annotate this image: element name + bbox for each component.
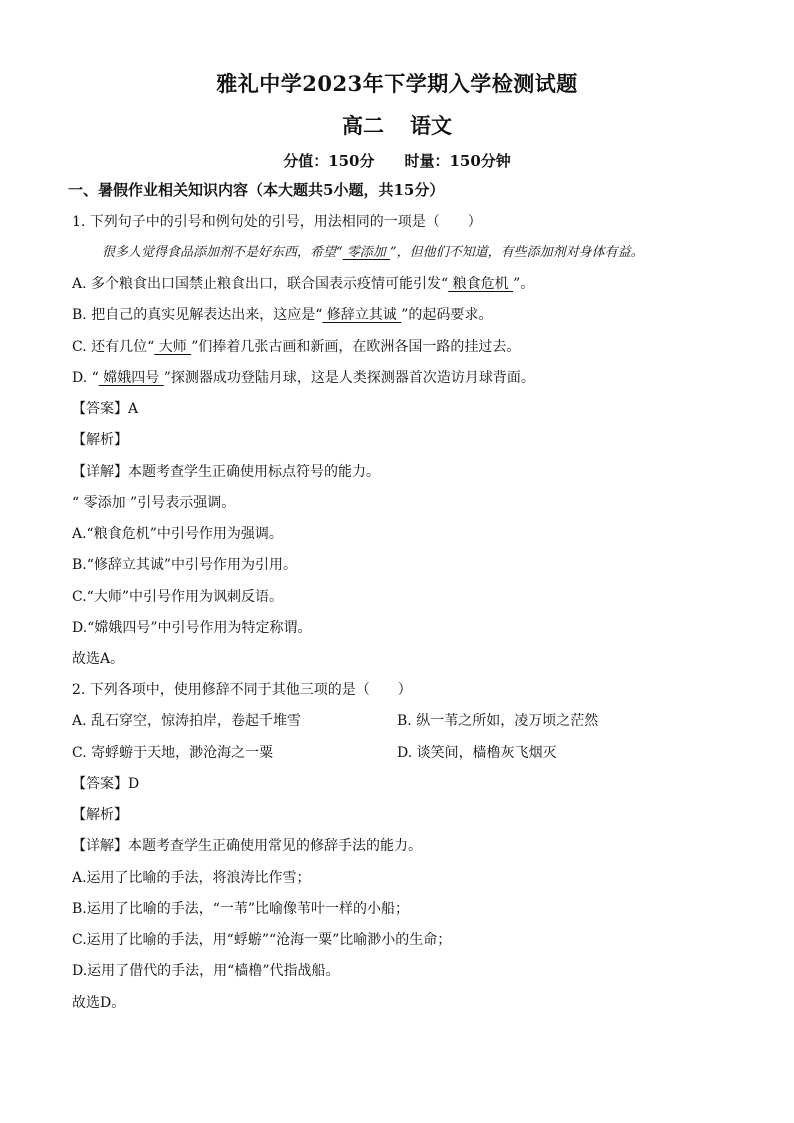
q1-option-a-underlined: 粮食危机 bbox=[448, 276, 514, 292]
q1-option-b-pre: B. 把自己的真实见解表达出来，这应是“ bbox=[72, 307, 323, 323]
q1-example-pre: 很多人觉得食品添加剂不是好东西，希望“ bbox=[102, 245, 343, 260]
q1-option-d-pre: D. “ bbox=[72, 370, 99, 386]
q2-detail-d: D.运用了借代的手法，用“樯橹”代指战船。 bbox=[72, 963, 340, 979]
q1-analysis: 【解析】 bbox=[72, 432, 128, 448]
q1-option-c-post: ”们捧着几张古画和新画，在欧洲各国一路的挂过去。 bbox=[191, 339, 521, 355]
exam-title: 雅礼中学2023年下学期入学检测试题 bbox=[216, 71, 578, 96]
q2-answer: 【答案】D bbox=[72, 776, 140, 792]
q2-detail-a: A.运用了比喻的手法，将浪涛比作雪； bbox=[72, 870, 311, 886]
q1-detail: 【详解】本题考查学生正确使用标点符号的能力。 bbox=[72, 464, 380, 480]
q1-answer: 【答案】A bbox=[72, 401, 139, 417]
grade-subject bbox=[0, 110, 794, 140]
q1-option-c-pre: C. 还有几位“ bbox=[72, 339, 155, 355]
q2-detail: 【详解】本题考查学生正确使用常见的修辞手法的能力。 bbox=[72, 838, 422, 854]
q2-option-d: D. 谈笑间，樯橹灰飞烟灭 bbox=[397, 745, 557, 761]
q1-option-a-post: ”。 bbox=[513, 276, 535, 292]
q1-detail-b: B.“修辞立其诚”中引号作用为引用。 bbox=[72, 557, 298, 573]
q1-stem: 1. 下列句子中的引号和例句处的引号，用法相同的一项是（ ） bbox=[72, 214, 482, 230]
q1-choose: 故选A。 bbox=[72, 651, 125, 667]
q2-option-a: A. 乱石穿空，惊涛拍岸，卷起千堆雪 bbox=[72, 713, 302, 729]
q2-detail-c: C.运用了比喻的手法，用“蜉蝣”“沧海一粟”比喻渺小的生命； bbox=[72, 932, 452, 948]
q1-option-c-underlined: 大师 bbox=[154, 339, 192, 355]
q2-analysis: 【解析】 bbox=[72, 807, 128, 823]
q1-option-d-underlined: 嫦娥四号 bbox=[98, 370, 164, 386]
time-label: 时量：150分钟 bbox=[404, 152, 511, 170]
q1-example bbox=[102, 243, 644, 263]
q1-example-post: ”，但他们不知道，有些添加剂对身体有益。 bbox=[389, 245, 644, 260]
q2-option-c: C. 寄蜉蝣于天地，渺沧海之一粟 bbox=[72, 745, 274, 761]
q1-option-a bbox=[72, 274, 534, 294]
q1-option-d-post: ”探测器成功登陆月球，这是人类探测器首次造访月球背面。 bbox=[163, 370, 535, 386]
q1-detail-d: D.“嫦娥四号”中引号作用为特定称谓。 bbox=[72, 620, 312, 636]
q2-choose: 故选D。 bbox=[72, 995, 126, 1011]
q1-option-b-underlined: 修辞立其诚 bbox=[322, 307, 402, 323]
score-time bbox=[0, 150, 794, 171]
q1-detail-line: “ 零添加 ”引号表示强调。 bbox=[72, 495, 236, 511]
score-label: 分值：150分 bbox=[283, 152, 375, 170]
grade-label: 高二 bbox=[342, 113, 384, 138]
q1-option-c bbox=[72, 337, 520, 357]
q1-option-a-pre: A. 多个粮食出口国禁止粮食出口，联合国表示疫情可能引发“ bbox=[72, 276, 449, 292]
q2-stem: 2. 下列各项中，使用修辞不同于其他三项的是（ ） bbox=[72, 682, 412, 698]
q2-detail-b: B.运用了比喻的手法，“一苇”比喻像苇叶一样的小船； bbox=[72, 901, 410, 917]
q1-detail-c: C.“大师”中引号作用为讽刺反语。 bbox=[72, 589, 283, 605]
q2-option-b: B. 纵一苇之所如，凌万顷之茫然 bbox=[397, 713, 599, 729]
q1-option-b bbox=[72, 305, 492, 325]
q1-detail-a: A.“粮食危机”中引号作用为强调。 bbox=[72, 526, 283, 542]
q1-option-b-post: ”的起码要求。 bbox=[401, 307, 493, 323]
section-heading: 一、暑假作业相关知识内容（本大题共5小题，共15分） bbox=[68, 181, 445, 199]
q1-example-underlined: 零添加 bbox=[342, 245, 390, 260]
subject-label: 语文 bbox=[410, 113, 452, 138]
q1-option-d bbox=[72, 368, 535, 388]
